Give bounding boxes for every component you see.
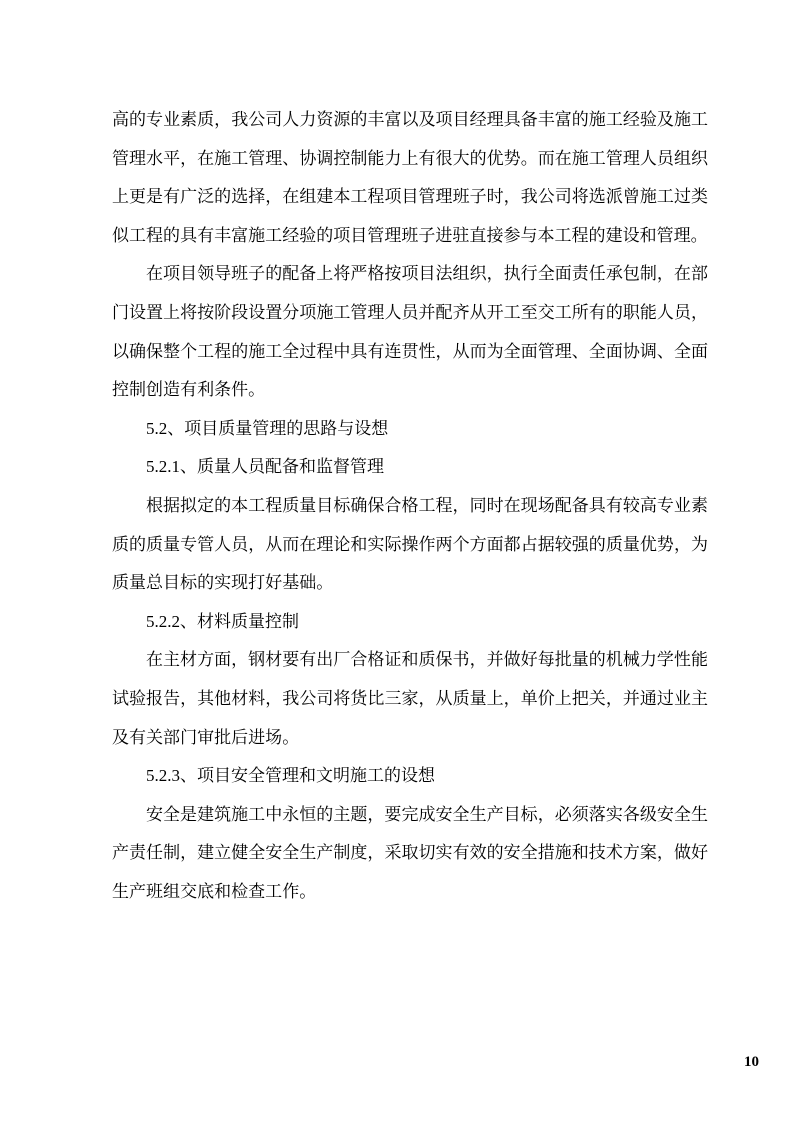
paragraph-quality-staff: 根据拟定的本工程质量目标确保合格工程，同时在现场配备具有较高专业素质的质量专管人员，从而在理论和实际操作两个方面都占据较强的质量优势，为质量总目标的实现打好基础。 — [112, 495, 708, 594]
section-heading-5-2-1: 5.2.1、质量人员配备和监督管理 — [146, 457, 384, 477]
paragraph-safety-management: 安全是建筑施工中永恒的主题，要完成安全生产目标，必须落实各级安全生产责任制，建立健全安全生产制度，采取切实有效的安全措施和技术方案，做好生产班组交底和检查工作。 — [112, 804, 708, 902]
section-heading-5-2: 5.2、项目质量管理的思路与设想 — [146, 418, 389, 438]
document-page — [112, 101, 708, 911]
section-heading-5-2-2: 5.2.2、材料质量控制 — [146, 611, 299, 631]
section-heading-5-2-3: 5.2.3、项目安全管理和文明施工的设想 — [146, 766, 435, 786]
paragraph-material-quality: 在主材方面，钢材要有出厂合格证和质保书，并做好每批量的机械力学性能试验报告，其他材料，我公司将货比三家，从质量上，单价上把关，并通过业主及有关部门审批后进场。 — [112, 650, 708, 748]
paragraph-continuation: 高的专业素质，我公司人力资源的丰富以及项目经理具备丰富的施工经验及施工管理水平，在施工管理、协调控制能力上有很大的优势。而在施工管理人员组织上更是有广泛的选择，在组建本工程项目管理班子时，我公司将选派曾施工过类似工程的具有丰富施工经验的项目管理班子进驻直接参与本工程的建设和管理。 — [112, 110, 708, 246]
page-number: 10 — [744, 1054, 759, 1070]
paragraph-leadership-team: 在项目领导班子的配备上将严格按项目法组织，执行全面责任承包制，在部门设置上将按阶段设置分项施工管理人员并配齐从开工至交工所有的职能人员，以确保整个工程的施工全过程中具有连贯性，从而为全面管理、全面协调、全面控制创造有利条件。 — [112, 264, 708, 401]
